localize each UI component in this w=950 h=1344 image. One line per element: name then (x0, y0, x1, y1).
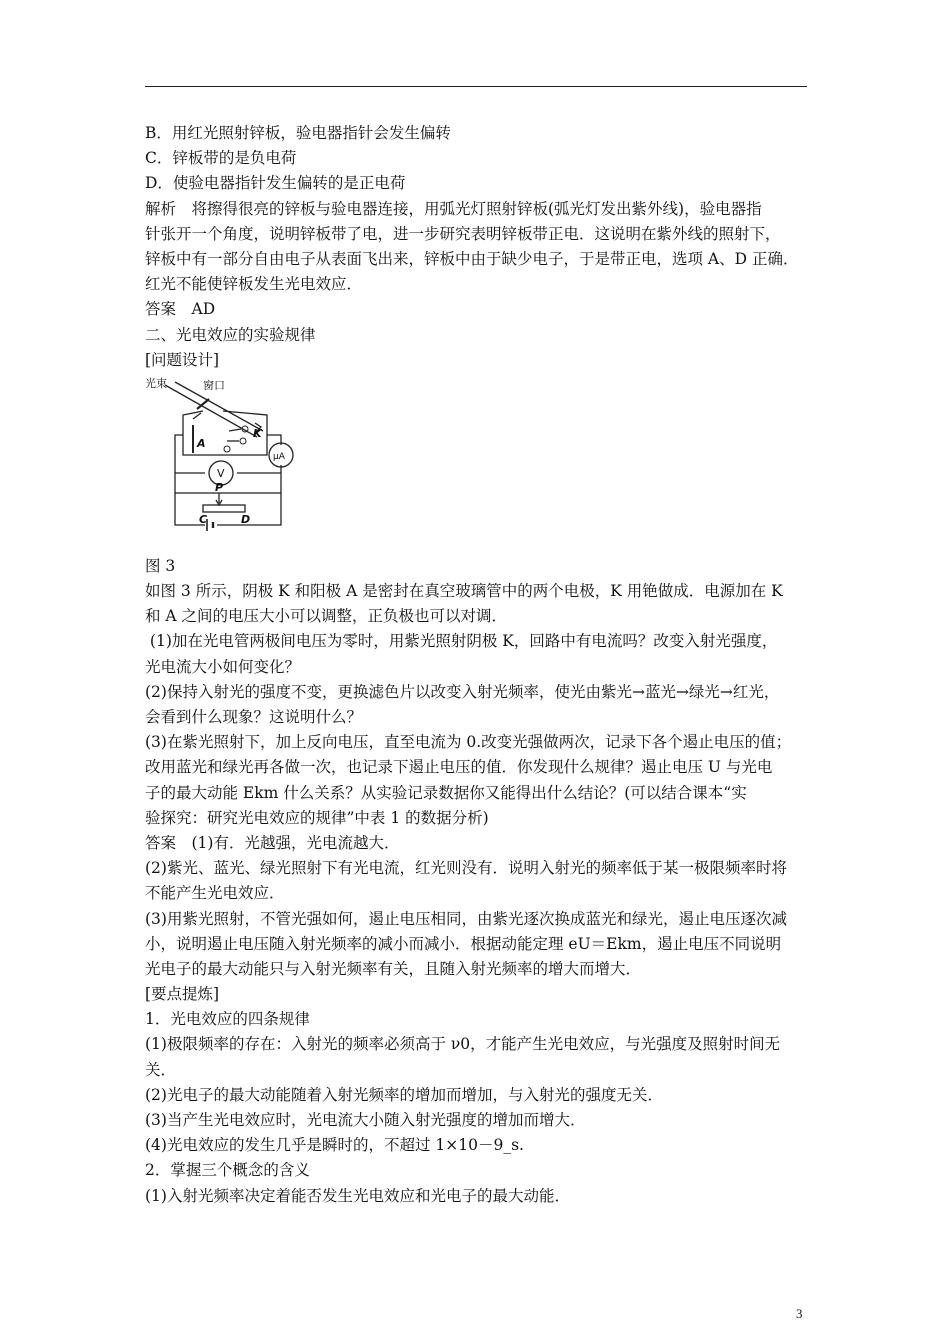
light-beam-line-1 (165, 385, 257, 437)
text-line: 解析 将擦得很亮的锌板与验电器连接，用弧光灯照射锌板(弧光灯发出紫外线)，验电器指 (145, 199, 762, 218)
text-line: D．使验电器指针发生偏转的是正电荷 (145, 174, 406, 193)
text-line: 验探究：研究光电效应的规律”中表 1 的数据分析) (145, 808, 489, 827)
text-line: 如图 3 所示，阴极 K 和阳极 A 是密封在真空玻璃管中的两个电极，K 用铯做成．电源加在 K (145, 582, 783, 601)
label-right-end: D (241, 512, 251, 526)
text-block-top (145, 121, 813, 373)
text-line: [要点提炼] (145, 985, 220, 1004)
text-line: (2)光电子的最大动能随着入射光频率的增加而增加，与入射光的强度无关． (145, 1085, 663, 1104)
text-line: 红光不能使锌板发生光电效应． (145, 275, 363, 294)
electron-arrow-1 (229, 429, 241, 431)
label-ammeter: μA (273, 451, 285, 462)
text-line: 关． (145, 1060, 177, 1079)
text-line: 子的最大动能 Ekm 什么关系？从实验记录数据你又能得出什么结论？(可以结合课本“实 (145, 783, 747, 802)
text-line: (3)在紫光照射下，加上反向电压，直至电流为 0.改变光强做两次，记录下各个遏止电压的值； (145, 733, 792, 752)
electron-icon-2 (240, 438, 246, 444)
text-line: 不能产生光电效应． (145, 884, 285, 903)
text-line: (1)极限频率的存在：入射光的频率必须高于 ν0，才能产生光电效应，与光强度及照射时间无 (145, 1035, 781, 1054)
text-line: 光电流大小如何变化？ (145, 657, 301, 676)
text-line: 1．光电效应的四条规律 (145, 1010, 310, 1029)
window-frame (193, 413, 201, 419)
text-line: 和 A 之间的电压大小可以调整，正负极也可以对调． (145, 607, 508, 626)
text-line: (2)保持入射光的强度不变，更换滤色片以改变入射光频率，使光由紫光→蓝光→绿光→红光， (145, 682, 780, 701)
rheostat-body (203, 505, 245, 512)
text-line: 图 3 (145, 556, 176, 575)
text-line: (3)当产生光电效应时，光电流大小随入射光强度的增加而增大． (145, 1111, 586, 1129)
text-line: 会看到什么现象？这说明什么？ (145, 708, 363, 726)
label-light-beam: 光束 (145, 376, 167, 390)
wire-right-bottom (175, 465, 281, 493)
label-voltmeter: V (217, 466, 225, 480)
text-line: 2．掌握三个概念的含义 (145, 1161, 310, 1180)
label-slider: P (215, 480, 224, 494)
text-line: C．锌板带的是负电荷 (145, 149, 297, 168)
text-line: 光电子的最大动能只与入射光频率有关，且随入射光频率的增大而增大． (145, 959, 642, 978)
electron-icon-3 (224, 446, 230, 452)
label-window: 窗口 (203, 378, 225, 392)
label-left-end: C (199, 512, 208, 526)
text-block-bottom (145, 554, 813, 1209)
text-line: 锌板中有一部分自由电子从表面飞出来，锌板中由于缺少电子，于是带正电，选项 A、D 正确． (145, 249, 799, 268)
text-line: (1)入射光频率决定着能否发生光电效应和光电子的最大动能． (145, 1186, 570, 1205)
text-line: 针张开一个角度，说明锌板带了电，进一步研究表明锌板带正电．这说明在紫外线的照射下， (145, 224, 781, 243)
label-anode: A (197, 436, 206, 450)
text-line: (1)加在光电管两极间电压为零时，用紫光照射阴极 K，回路中有电流吗？改变入射光强度， (145, 632, 778, 651)
label-cathode: K (253, 426, 262, 440)
document-body (145, 121, 813, 1209)
phototube-circuit-figure (145, 375, 305, 550)
text-line: 答案 AD (145, 300, 216, 319)
text-line: (2)紫光、蓝光、绿光照射下有光电流，红光则没有．说明入射光的频率低于某一极限频率时将 (145, 859, 787, 878)
text-line: 二、光电效应的实验规律 (145, 325, 316, 344)
circuit-diagram (145, 375, 305, 550)
text-line: (3)用紫光照射，不管光强如何，遏止电压相同，由紫光逐次换成蓝光和绿光，遏止电压逐次减 (145, 909, 787, 928)
text-line: 小，说明遏止电压随入射光频率的减小而减小．根据动能定理 eU＝Ekm，遏止电压不同说明 (145, 934, 782, 953)
header-rule (145, 86, 807, 87)
text-line: [问题设计] (145, 350, 220, 369)
text-line: 改用蓝光和绿光再各做一次，也记录下遏止电压的值．你发现什么规律？遏止电压 U 与光电 (145, 758, 773, 777)
text-line: B．用红光照射锌板，验电器指针会发生偏转 (145, 124, 451, 142)
page-number: 3 (796, 1306, 803, 1321)
text-line: (4)光电效应的发生几乎是瞬时的，不超过 1×10－9_s. (145, 1136, 524, 1155)
text-line: 答案 (1)有．光越强，光电流越大． (145, 833, 400, 852)
